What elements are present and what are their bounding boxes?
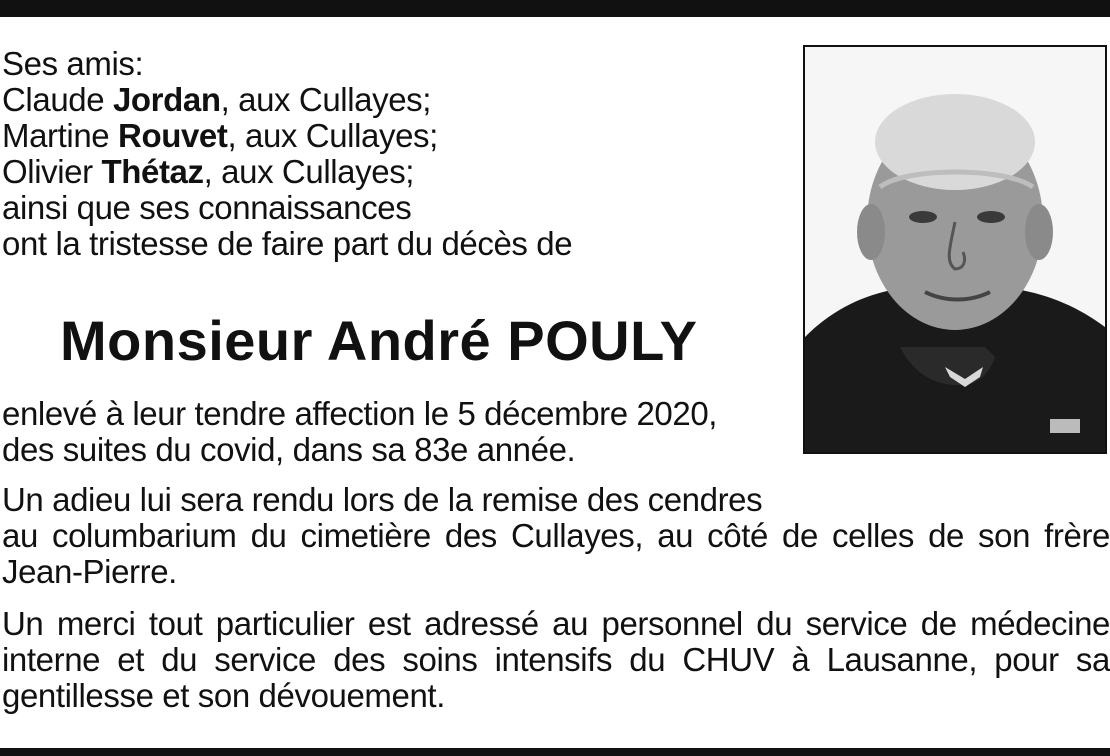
- friend-location: , aux Cullayes;: [203, 153, 415, 190]
- paragraph-line: enlevé à leur tendre affection le 5 décembre 2020,: [2, 395, 718, 432]
- paragraph-line: au columbarium du cimetière des Cullayes, au côté de celles de son frère: [2, 517, 1110, 554]
- paragraph-line: Un adieu lui sera rendu lors de la remise des cendres: [2, 481, 763, 518]
- friend-first-name: Olivier: [2, 153, 93, 190]
- intro-block: [2, 46, 572, 262]
- portrait-photo-icon: [805, 47, 1105, 452]
- ceremony-paragraph: [2, 482, 1110, 590]
- paragraph-line: Un merci tout particulier est adressé au personnel du service de médecine: [2, 605, 1110, 642]
- friend-last-name: Rouvet: [118, 117, 228, 154]
- paragraph-line: Jean-Pierre.: [2, 553, 177, 590]
- friend-first-name: Martine: [2, 117, 110, 154]
- death-notice-paragraph: [2, 396, 717, 468]
- paragraph-line: gentillesse et son dévouement.: [2, 677, 445, 714]
- friend-first-name: Claude: [2, 81, 105, 118]
- portrait-photo: [803, 45, 1107, 454]
- bottom-rule: [0, 748, 1110, 756]
- intro-line: Ses amis:: [2, 45, 144, 82]
- friend-last-name: Jordan: [112, 81, 221, 118]
- top-rule: [0, 0, 1110, 17]
- thanks-paragraph: [2, 606, 1110, 714]
- friend-line: [2, 154, 572, 190]
- paragraph-line: des suites du covid, dans sa 83e année.: [2, 431, 576, 468]
- intro-line: ont la tristesse de faire part du décès de: [2, 225, 573, 262]
- paragraph-line: interne et du service des soins intensifs du CHUV à Lausanne, pour sa: [2, 641, 1110, 678]
- friend-line: [2, 82, 572, 118]
- friend-location: , aux Cullayes;: [227, 117, 438, 154]
- intro-line: ainsi que ses connaissances: [2, 189, 412, 226]
- deceased-name-heading: Monsieur André POULY: [60, 309, 698, 372]
- friend-last-name: Thétaz: [101, 153, 204, 190]
- friend-line: [2, 118, 572, 154]
- friend-location: , aux Cullayes;: [220, 81, 432, 118]
